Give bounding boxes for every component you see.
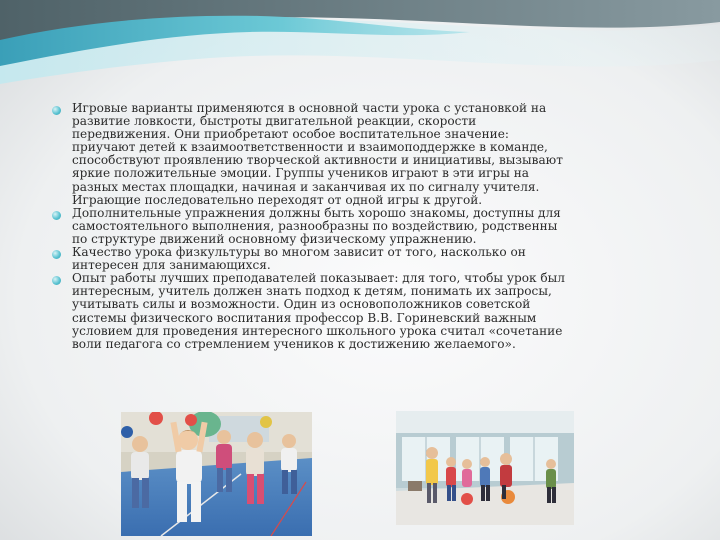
bullet-text-line: Дополнительные упражнения должны быть хорошо знакомы, доступны для xyxy=(72,205,561,220)
bullet-item xyxy=(50,102,650,207)
bullet-text-line: Играющие последовательно переходят от одной игры к другой. xyxy=(72,192,483,207)
bullet-dot-icon xyxy=(52,106,61,115)
bullet-text-line: передвижения. Они приобретают особое воспитательное значение: xyxy=(72,127,509,142)
bullet-text-line: интересен для занимающихся. xyxy=(72,258,271,273)
bullet-text-line: системы физического воспитания профессор В.В. Гориневский важным xyxy=(72,310,537,325)
children-gym-photo xyxy=(396,411,574,525)
bullet-text-line: интересным, учитель должен знать подход к детям, понимать их запросы, xyxy=(72,284,552,299)
children-exercise-photo xyxy=(121,412,312,536)
bullet-text-line: развитие ловкости, быстроты двигательной реакции, скорости xyxy=(72,114,477,129)
bullet-text-line: разных местах площадки, начиная и заканчивая их по сигналу учителя. xyxy=(72,179,540,194)
bullet-text-line: по структуре движений основному физическому упражнению. xyxy=(72,231,477,246)
bullet-item xyxy=(50,246,650,272)
bullet-dot-icon xyxy=(52,276,61,285)
bullet-text-line: Опыт работы лучших преподавателей показывает: для того, чтобы урок был xyxy=(72,271,565,286)
bullet-dot-icon xyxy=(52,250,61,259)
bullet-text-line: приучают детей к взаимоответственности и взаимоподдержке в команде, xyxy=(72,140,548,155)
bullet-text-line: Качество урока физкультуры во многом зависит от того, насколько он xyxy=(72,245,526,260)
bullet-text-line: яркие положительные эмоции. Группы учеников играют в эти игры на xyxy=(72,166,529,181)
bullet-text-line: Игровые варианты применяются в основной части урока с установкой на xyxy=(72,101,547,115)
bullet-dot-icon xyxy=(52,211,61,220)
bullet-list xyxy=(50,102,650,351)
bullet-text-line: воли педагога со стремлением учеников к достижению желаемого». xyxy=(72,336,516,351)
bullet-text-line: условием для проведения интересного школьного урока считал «сочетание xyxy=(72,323,563,338)
bullet-item xyxy=(50,272,650,351)
slide-content xyxy=(50,102,650,351)
bullet-text-line: способствуют проявлению творческой активности и инициативы, вызывают xyxy=(72,153,563,168)
bullet-item xyxy=(50,207,650,246)
bullet-text-line: учитывать силы и возможности. Один из основоположников советской xyxy=(72,297,531,312)
bullet-text-line: самостоятельного выполнения, разнообразны по воздействию, родственны xyxy=(72,218,558,233)
